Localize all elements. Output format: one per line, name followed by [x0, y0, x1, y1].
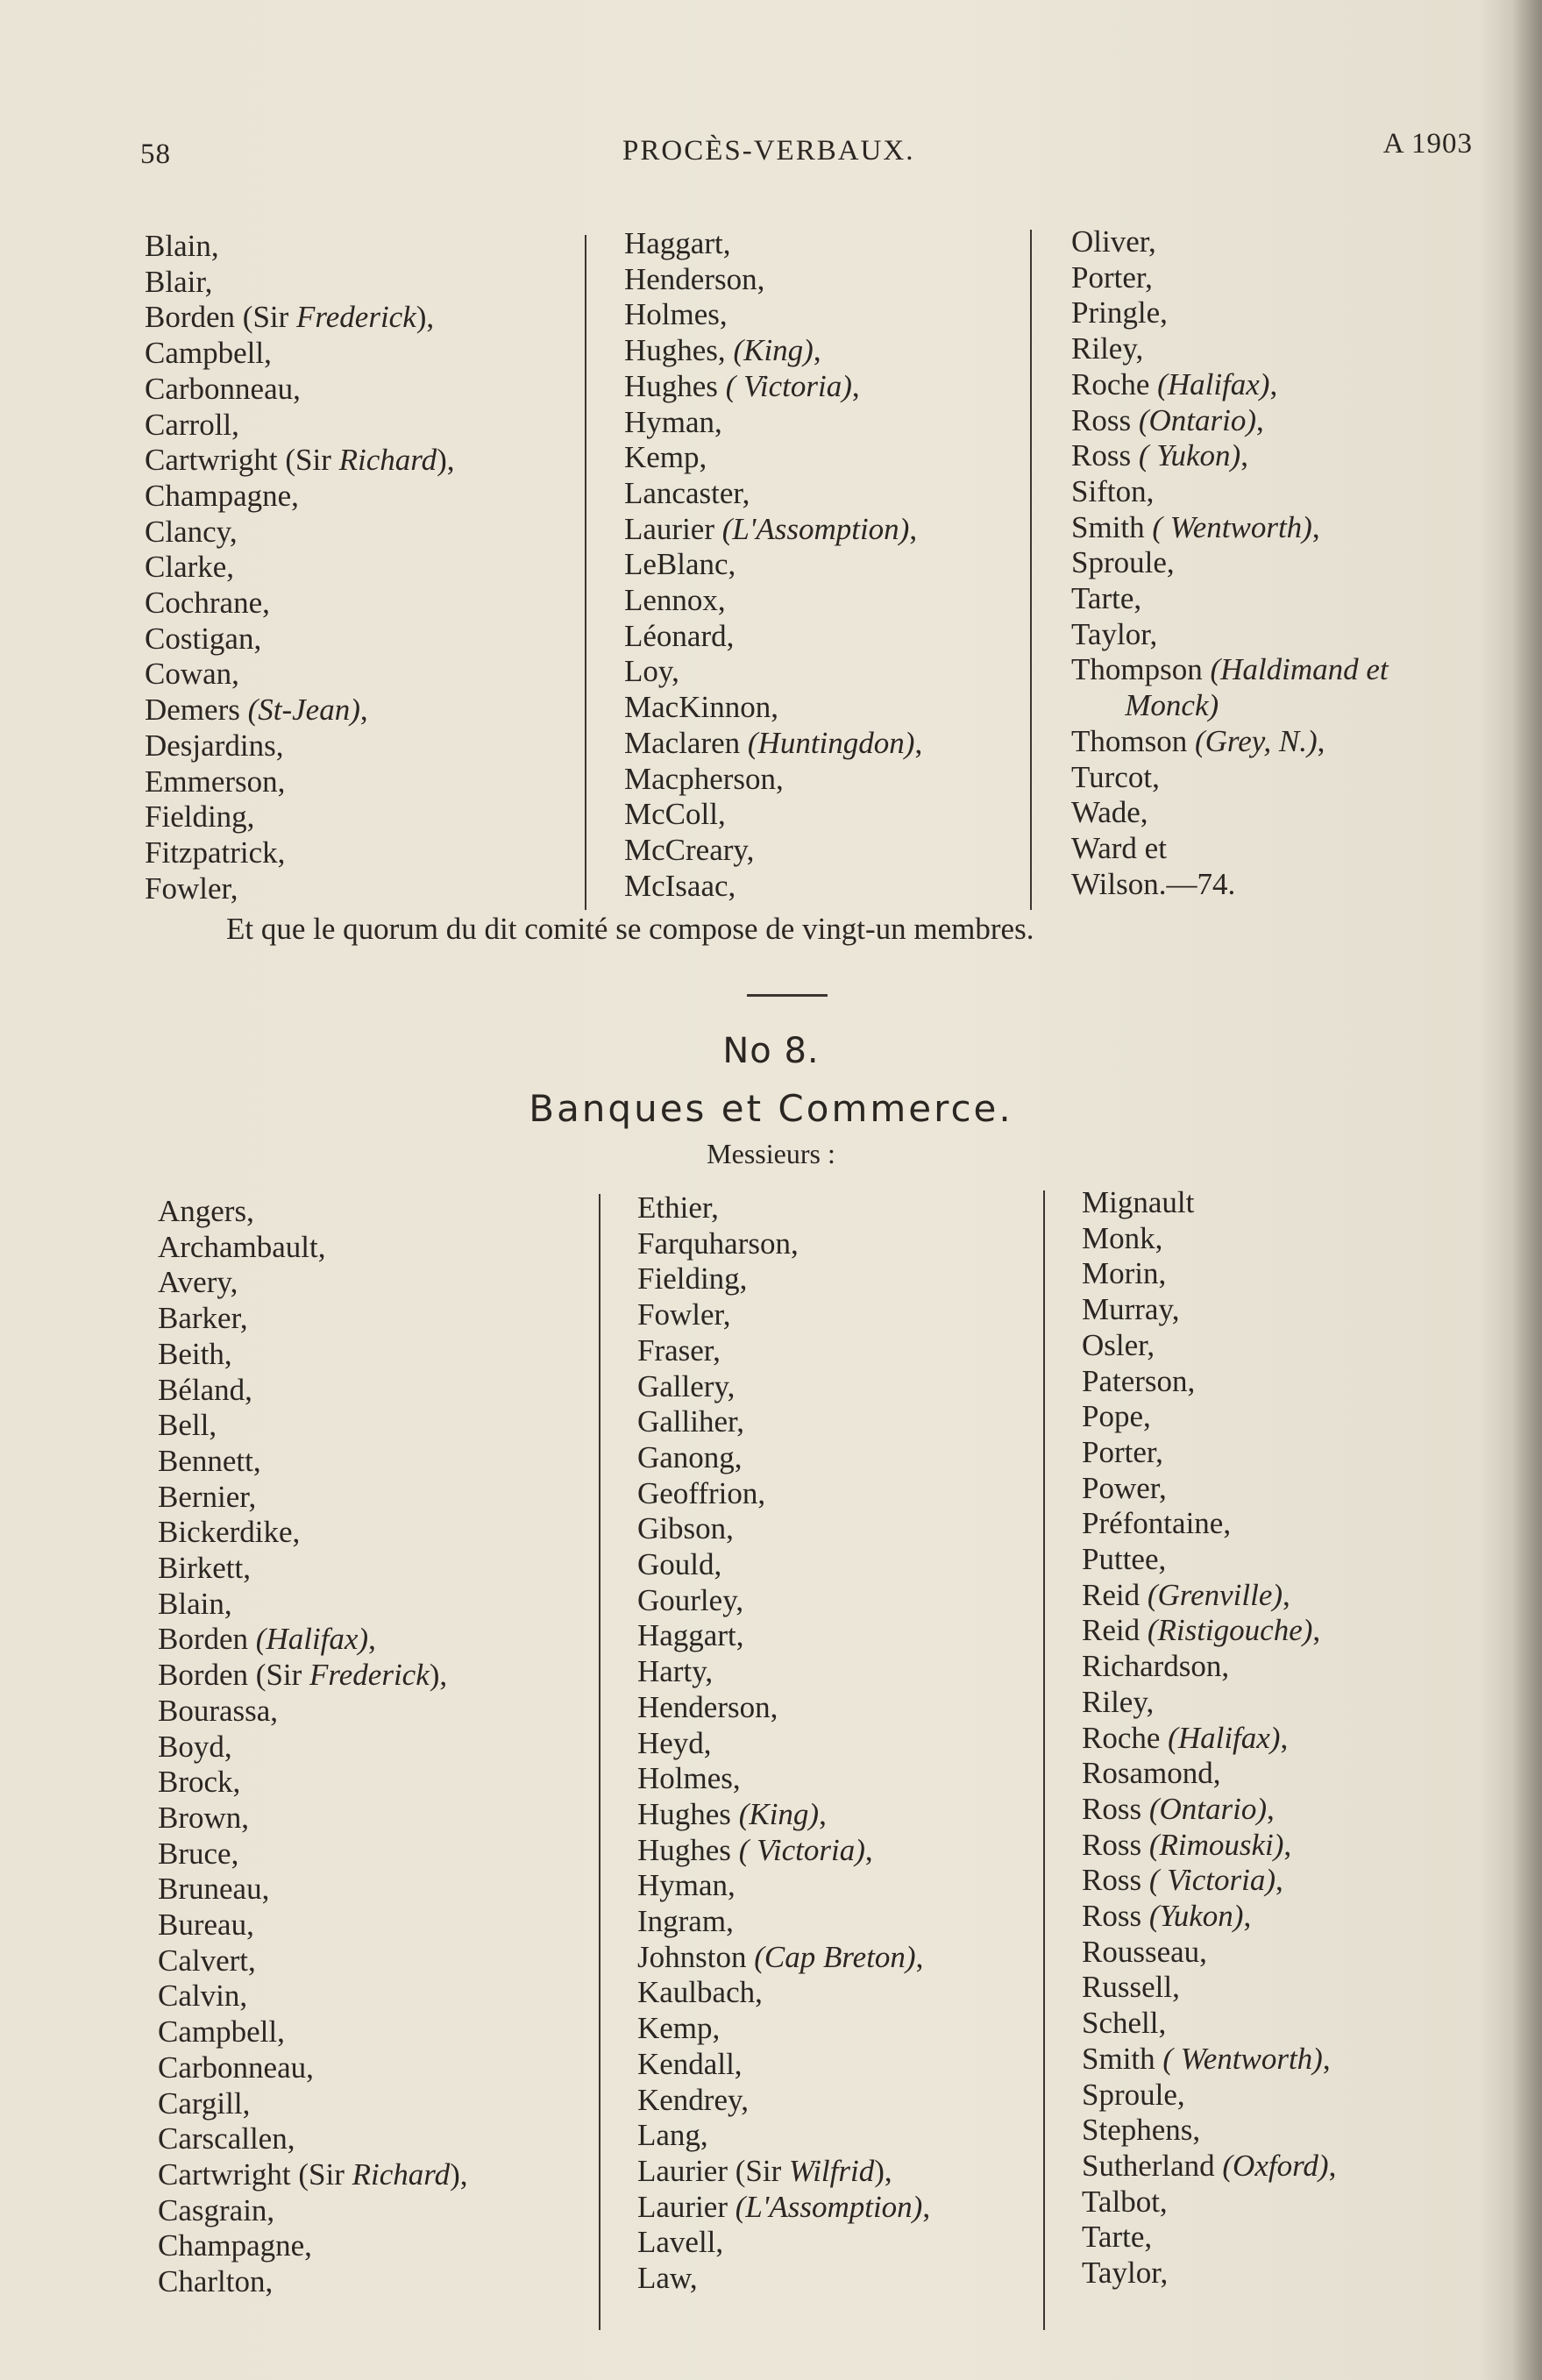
member-name: Riley,	[1071, 331, 1144, 366]
committee2-column-3	[1082, 1185, 1336, 2291]
member-name: Bureau,	[158, 1908, 254, 1943]
member-name: Lang,	[637, 2118, 708, 2153]
member-name: Fielding,	[637, 1261, 748, 1297]
member-name: Carbonneau,	[158, 2050, 314, 2085]
member-name: Champagne,	[158, 2228, 312, 2263]
member-name: Fowler,	[637, 1297, 731, 1332]
member-name: Henderson,	[624, 261, 765, 296]
member-name: Tarte,	[1071, 581, 1142, 616]
committee1-column-1	[145, 229, 455, 906]
column-divider	[585, 235, 586, 910]
member-name: Richardson,	[1082, 1649, 1230, 1684]
member-name: Maclaren (Huntingdon),	[624, 725, 923, 760]
member-name: Puttee,	[1082, 1542, 1167, 1577]
binding-shadow	[1512, 0, 1542, 2380]
member-name: Rousseau,	[1082, 1934, 1207, 1969]
member-name: Béland,	[158, 1372, 252, 1407]
committee2-column-2	[637, 1190, 930, 2297]
member-name: Macpherson,	[624, 761, 784, 796]
member-name: Hyman,	[637, 1868, 735, 1903]
member-name: Borden (Sir Frederick),	[158, 1658, 448, 1693]
column-divider	[599, 1194, 600, 2330]
member-name: Ethier,	[637, 1190, 719, 1225]
member-name: Holmes,	[624, 297, 728, 332]
member-name: Clarke,	[145, 550, 235, 585]
running-title: PROCÈS-VERBAUX.	[622, 135, 915, 167]
member-name: Paterson,	[1082, 1363, 1196, 1398]
member-name: Casgrain,	[158, 2192, 275, 2227]
member-name: Brock,	[158, 1765, 241, 1800]
member-name: Talbot,	[1082, 2184, 1168, 2219]
member-name: Charlton,	[158, 2264, 274, 2299]
member-name: Blain,	[145, 229, 219, 263]
member-name: Hughes ( Victoria),	[637, 1832, 873, 1867]
page-header	[140, 123, 1473, 175]
member-name: Taylor,	[1071, 616, 1158, 651]
member-name: Haggart,	[624, 226, 731, 260]
page-number: 58	[140, 139, 171, 170]
member-name: Champagne,	[145, 478, 299, 513]
member-name: Borden (Halifax),	[158, 1622, 376, 1657]
committee1-column-2	[624, 226, 922, 904]
member-name: McIsaac,	[624, 868, 736, 903]
member-name: Bourassa,	[158, 1693, 279, 1728]
member-name: Wilson.—74.	[1071, 866, 1236, 901]
member-name: Gourley,	[637, 1582, 744, 1617]
member-name: Fitzpatrick,	[145, 835, 286, 870]
member-name: Roche (Halifax),	[1071, 366, 1278, 401]
member-name: Harty,	[637, 1654, 714, 1689]
member-name: Campbell,	[158, 2014, 285, 2050]
member-name: Costigan,	[145, 621, 262, 656]
member-name: Beith,	[158, 1336, 232, 1371]
member-name: Monk,	[1082, 1220, 1163, 1255]
member-name: Bickerdike,	[158, 1515, 301, 1550]
member-name: Thompson (Haldimand et	[1071, 652, 1389, 687]
member-name: Bernier,	[158, 1479, 257, 1514]
member-name: Laurier (L'Assomption),	[637, 2189, 931, 2224]
member-name: Bruneau,	[158, 1872, 270, 1907]
member-name: Haggart,	[637, 1618, 744, 1653]
member-name: Brown,	[158, 1800, 250, 1835]
member-name: Kemp,	[637, 2011, 721, 2046]
member-name: Calvin,	[158, 1979, 248, 2014]
member-name: Gould,	[637, 1547, 722, 1582]
member-name: Thomson (Grey, N.),	[1071, 723, 1325, 758]
member-name: Farquharson,	[637, 1226, 799, 1261]
member-name: Bruce,	[158, 1836, 239, 1871]
member-name: Ross ( Victoria),	[1082, 1863, 1283, 1898]
member-name: Reid (Grenville),	[1082, 1577, 1290, 1612]
committee1-column-3	[1071, 224, 1389, 902]
member-name: Murray,	[1082, 1292, 1180, 1327]
member-name: Emmerson,	[145, 764, 286, 799]
member-name: Oliver,	[1071, 224, 1156, 259]
member-name: Carscallen,	[158, 2121, 295, 2156]
member-name: Tarte,	[1082, 2220, 1153, 2255]
column-divider	[1043, 1190, 1045, 2330]
member-name: Archambault,	[158, 1229, 326, 1264]
member-name: Cowan,	[145, 657, 239, 692]
member-name: Schell,	[1082, 2006, 1167, 2041]
member-name: Barker,	[158, 1301, 248, 1336]
member-name: Lavell,	[637, 2225, 724, 2260]
member-name: Ross ( Yukon),	[1071, 438, 1248, 473]
member-name: Russell,	[1082, 1970, 1180, 2005]
member-name: Ross (Ontario),	[1082, 1791, 1275, 1826]
committee2-column-1	[158, 1194, 468, 2300]
member-name: Laurier (L'Assomption),	[624, 511, 918, 546]
member-name: Sutherland (Oxford),	[1082, 2148, 1337, 2183]
member-name: Birkett,	[158, 1551, 251, 1586]
member-name: Desjardins,	[145, 728, 284, 763]
member-name: Monck)	[1125, 688, 1219, 723]
member-name: Sproule,	[1082, 2077, 1185, 2112]
member-name: Smith ( Wentworth),	[1082, 2041, 1331, 2076]
member-name: Cargill,	[158, 2085, 251, 2121]
member-name: Fowler,	[145, 870, 238, 906]
member-name: Hughes, (King),	[624, 333, 821, 368]
member-name: Borden (Sir Frederick),	[145, 300, 435, 335]
member-name: Riley,	[1082, 1684, 1155, 1719]
member-name: Kemp,	[624, 440, 707, 475]
member-name: Taylor,	[1082, 2256, 1169, 2291]
member-name: Pope,	[1082, 1399, 1151, 1434]
member-name: Bell,	[158, 1408, 217, 1443]
member-name: Ross (Rimouski),	[1082, 1827, 1292, 1862]
quorum-statement: Et que le quorum du dit comité se compose de vingt-un membres.	[226, 912, 1034, 946]
member-name: LeBlanc,	[624, 547, 736, 582]
running-year: A 1903	[1382, 128, 1473, 160]
member-name: Loy,	[624, 654, 679, 689]
member-name: Ingram,	[637, 1904, 734, 1939]
member-name: Sifton,	[1071, 473, 1155, 508]
member-name: Pringle,	[1071, 295, 1168, 330]
member-name: Bennett,	[158, 1443, 261, 1478]
member-name: Carbonneau,	[145, 371, 301, 406]
member-name: Gallery,	[637, 1368, 735, 1403]
member-name: Rosamond,	[1082, 1756, 1221, 1791]
member-name: Heyd,	[637, 1725, 712, 1760]
member-name: Kendall,	[637, 2046, 743, 2081]
member-name: Osler,	[1082, 1327, 1155, 1362]
member-name: Galliher,	[637, 1404, 745, 1439]
member-name: Porter,	[1082, 1434, 1163, 1469]
member-name: Léonard,	[624, 618, 735, 653]
member-name: Fraser,	[637, 1332, 721, 1368]
member-name: Sproule,	[1071, 545, 1175, 580]
member-name: Laurier (Sir Wilfrid),	[637, 2153, 892, 2188]
member-name: Porter,	[1071, 259, 1153, 295]
member-name: Johnston (Cap Breton),	[637, 1939, 924, 1974]
member-name: Boyd,	[158, 1729, 232, 1764]
member-name: Hyman,	[624, 404, 722, 439]
member-name: Ross (Ontario),	[1071, 402, 1264, 437]
member-name: Smith ( Wentworth),	[1071, 509, 1320, 544]
member-name: Gibson,	[637, 1511, 734, 1546]
member-name: Cartwright (Sir Richard),	[145, 443, 455, 478]
member-name: Calvert,	[158, 1943, 256, 1978]
member-name: Henderson,	[637, 1689, 778, 1724]
member-name: Cartwright (Sir Richard),	[158, 2156, 468, 2192]
member-name: Campbell,	[145, 336, 272, 371]
section-divider	[747, 994, 828, 997]
column-divider	[1030, 230, 1032, 910]
section-subtitle: Messieurs :	[707, 1138, 835, 1169]
member-name: Lennox,	[624, 583, 726, 618]
member-name: Wade,	[1071, 795, 1148, 830]
member-name: McColl,	[624, 797, 726, 832]
member-name: Morin,	[1082, 1256, 1167, 1291]
member-name: Ross (Yukon),	[1082, 1899, 1252, 1934]
member-name: Geoffrion,	[637, 1475, 766, 1510]
member-name: Lancaster,	[624, 475, 750, 510]
member-name: Hughes (King),	[637, 1796, 827, 1831]
member-name: Ward et	[1071, 830, 1167, 865]
section-number: No 8.	[722, 1031, 820, 1071]
member-name: Roche (Halifax),	[1082, 1720, 1289, 1755]
member-name: Blair,	[145, 264, 213, 299]
member-name: Hughes ( Victoria),	[624, 368, 860, 403]
member-name: Avery,	[158, 1265, 238, 1300]
member-name: Fielding,	[145, 799, 255, 835]
member-name: Carroll,	[145, 407, 239, 442]
member-name: Power,	[1082, 1470, 1167, 1505]
member-name: Reid (Ristigouche),	[1082, 1613, 1321, 1648]
member-name: Angers,	[158, 1194, 254, 1228]
member-name: Clancy,	[145, 514, 238, 549]
member-name: Préfontaine,	[1082, 1506, 1232, 1541]
member-name: Kaulbach,	[637, 1975, 763, 2010]
member-name: Ganong,	[637, 1439, 743, 1474]
member-name: Blain,	[158, 1586, 232, 1621]
member-name: Law,	[637, 2261, 698, 2296]
member-name: Turcot,	[1071, 759, 1160, 794]
member-name: Cochrane,	[145, 586, 270, 621]
member-name: Stephens,	[1082, 2113, 1201, 2148]
member-name: Holmes,	[637, 1761, 741, 1796]
member-name: Mignault	[1082, 1185, 1195, 1219]
section-title: Banques et Commerce.	[529, 1087, 1013, 1130]
member-name: Demers (St-Jean),	[145, 693, 368, 728]
member-name: Kendrey,	[637, 2082, 749, 2117]
member-name: McCreary,	[624, 832, 755, 867]
member-name: MacKinnon,	[624, 690, 778, 725]
